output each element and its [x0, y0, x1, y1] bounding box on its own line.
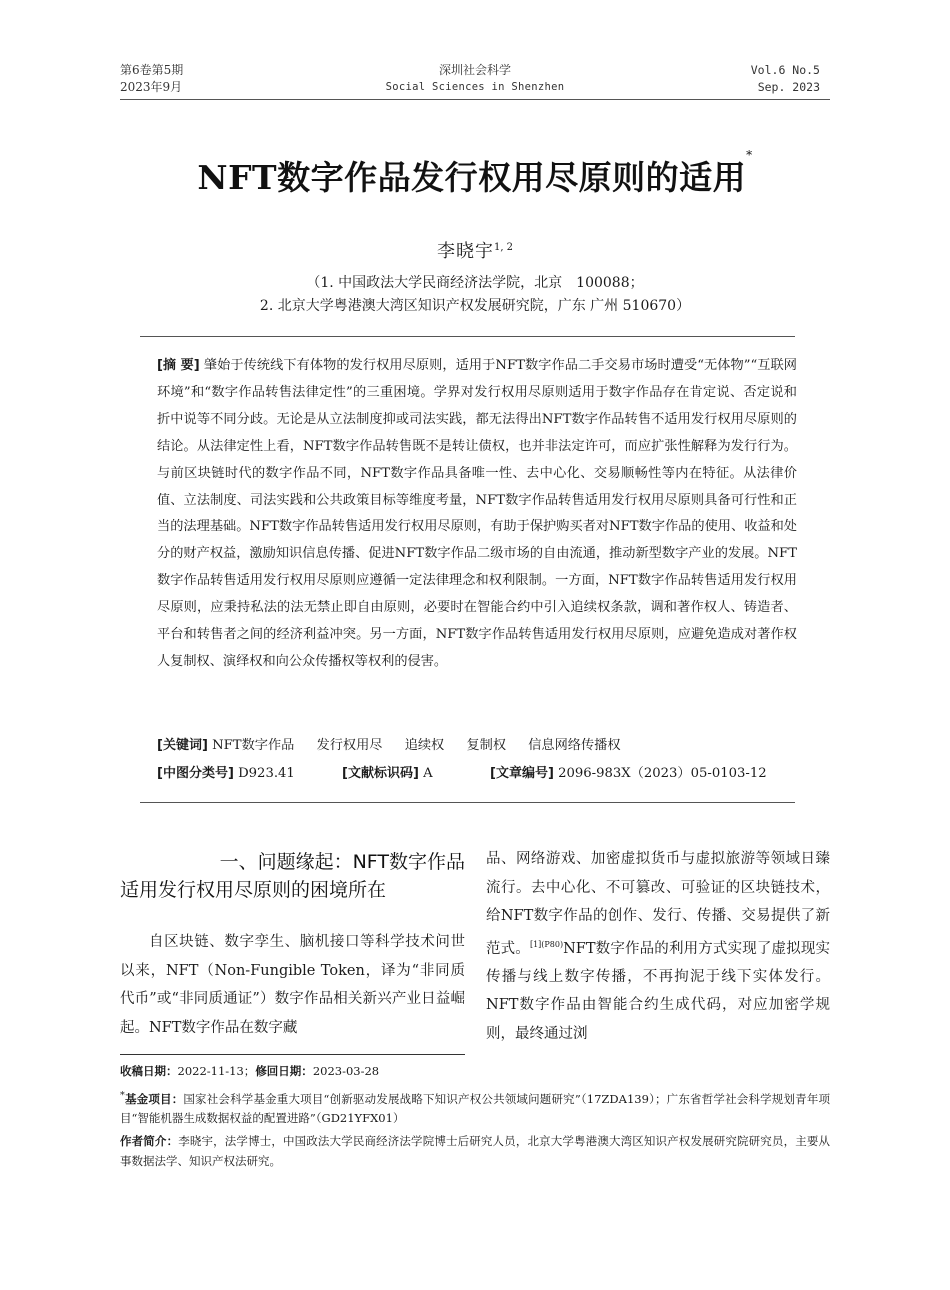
author-bio-text: 李晓宇，法学博士，中国政法大学民商经济法学院博士后研究人员，北京大学粤港澳大湾区知识产权发展研究院研究员，主要从事数据法学、知识产权法研究。: [120, 1134, 831, 1168]
article-number-value: 2096-983X（2023）05-0103-12: [558, 766, 767, 781]
author: [120, 237, 830, 263]
author-name: 李晓宇: [436, 241, 494, 262]
journal-issue-en: [751, 62, 820, 96]
abstract-text: 肇始于传统线下有体物的发行权用尽原则，适用于NFT数字作品二手交易市场时遭受“无体物”“互联网环境”和“数字作品转售法律定性”的三重困境。学界对发行权用尽原则适用于数字作品存在肯定说、否定说和折中说等不同分歧。无论是从立法制度抑或司法实践，都无法得出NFT数字作品转售不适用发行权用尽原则的结论。从法律定性上看，NFT数字作品转售既不是转让债权，也并非法定许可，而应扩张性解释为发行行为。与前区块链时代的数字作品不同，NFT数字作品具备唯一性、去中心化、交易顺畅性等内在特征。从法律价值、立法制度、司法实践和公共政策目标等维度考量，NFT数字作品转售适用发行权用尽原则具备可行性和正当的法理基础。NFT数字作品转售适用发行权用尽原则，有助于保护购买者对NFT数字作品的使用、收益和处分的财产权益，激励知识信息传播、促进NFT数字作品二级市场的自由流通，推动新型数字产业的发展。NFT数字作品转售适用发行权用尽原则应遵循一定法律理念和权利限制。一方面，NFT数字作品转售适用发行权用尽原则，应秉持私法的法无禁止即自由原则，必要时在智能合约中引入追续权条款，调和著作权人、铸造者、平台和转售者之间的经济利益冲突。另一方面，NFT数字作品转售适用发行权用尽原则，应避免造成对著作权人复制权、演绎权和向公众传播权等权利的侵害。: [157, 358, 797, 669]
issue-date: 2023年9月: [120, 80, 183, 94]
article-number-label: [文章编号]: [490, 766, 554, 781]
revised-date-label: 修回日期：: [255, 1064, 313, 1078]
author-affil-marks: 1, 2: [493, 242, 514, 253]
keywords-label: [关键词]: [157, 738, 208, 753]
funding-label: 基金项目：: [124, 1091, 184, 1106]
received-date: 2022-11-13；: [177, 1064, 256, 1078]
footnote-rule: [120, 1054, 465, 1055]
footnote-funding: [120, 1086, 830, 1129]
title-footnote-mark: *: [746, 148, 753, 162]
footnote-dates: [120, 1062, 830, 1082]
abstract-bottom-rule: [140, 802, 795, 803]
keyword: NFT数字作品: [212, 738, 295, 753]
doc-code-value: A: [423, 766, 433, 781]
clc-label: [中图分类号]: [157, 766, 234, 781]
abstract: [157, 353, 797, 676]
section-heading: [120, 848, 465, 904]
funding-text: 国家社会科学基金重大项目“创新驱动发展战略下知识产权公共领域问题研究”（17ZDA139）；广东省哲学社会科学规划青年项目“智能机器生成数据权益的配置进路”（GD21YFX01）: [120, 1091, 830, 1126]
doc-code: [342, 761, 492, 787]
journal-name-en: Social Sciences in Shenzhen: [385, 81, 565, 93]
abstract-top-rule: [140, 336, 795, 337]
issue-date-en: Sep. 2023: [757, 80, 820, 94]
author-bio-label: 作者简介：: [120, 1134, 179, 1148]
citation-mark: [1](P80): [529, 939, 564, 949]
volume-issue: 第6卷第5期: [120, 63, 184, 77]
section-heading-line1: 一、问题缘起：NFT数字作品: [219, 851, 465, 873]
doc-code-label: [文献标识码]: [342, 766, 419, 781]
keywords: [157, 733, 797, 759]
keyword: 信息网络传播权: [528, 738, 621, 753]
affiliation-2: 2. 北京大学粤港澳大湾区知识产权发展研究院，广东 广州 510670）: [259, 298, 691, 314]
received-date-label: 收稿日期：: [120, 1064, 178, 1078]
keyword: 复制权: [466, 738, 507, 753]
keyword: 发行权用尽: [316, 738, 383, 753]
article-title: [120, 148, 830, 199]
body-paragraph-part: NFT数字作品的利用方式实现了虚拟现实传播与线上数字传播，不再拘泥于线下实体发行。NFT数字作品由智能合约生成代码，对应加密学规则，最终通过浏: [486, 940, 831, 1042]
article-number: [490, 761, 800, 787]
body-paragraph-part: 品、网络游戏、加密虚拟货币与虚拟旅游等领域日臻流行。去中心化、不可篡改、可验证的区块链技术，给NFT数字作品的创作、发行、传播、交易提供了新范式。: [486, 851, 830, 957]
volume-issue-en: Vol.6 No.5: [750, 63, 820, 77]
journal-name-zh: 深圳社会科学: [438, 63, 511, 77]
article-title-text: NFT数字作品发行权用尽原则的适用: [197, 158, 747, 197]
body-paragraph: 自区块链、数字孪生、脑机接口等科学技术问世以来，NFT（Non-Fungible Token，译为“非同质代币”或“非同质通证”）数字作品相关新兴产业日益崛起。NFT数字作品在数字藏: [120, 934, 465, 1036]
body-right-column: [486, 845, 830, 1048]
journal-issue: [120, 62, 183, 96]
clc-value: D923.41: [238, 766, 295, 781]
body-left-column: [120, 928, 465, 1042]
revised-date: 2023-03-28: [312, 1064, 380, 1078]
journal-name: [340, 62, 610, 96]
header-rule: [120, 99, 830, 100]
section-heading-line2: 适用发行权用尽原则的困境所在: [120, 879, 387, 901]
abstract-label: [摘 要]: [157, 358, 200, 373]
footnote-author: [120, 1132, 830, 1171]
affiliation-1: （1. 中国政法大学民商经济法学院，北京 100088；: [306, 275, 644, 291]
funding-mark: *: [120, 1090, 125, 1101]
keyword: 追续权: [404, 738, 445, 753]
